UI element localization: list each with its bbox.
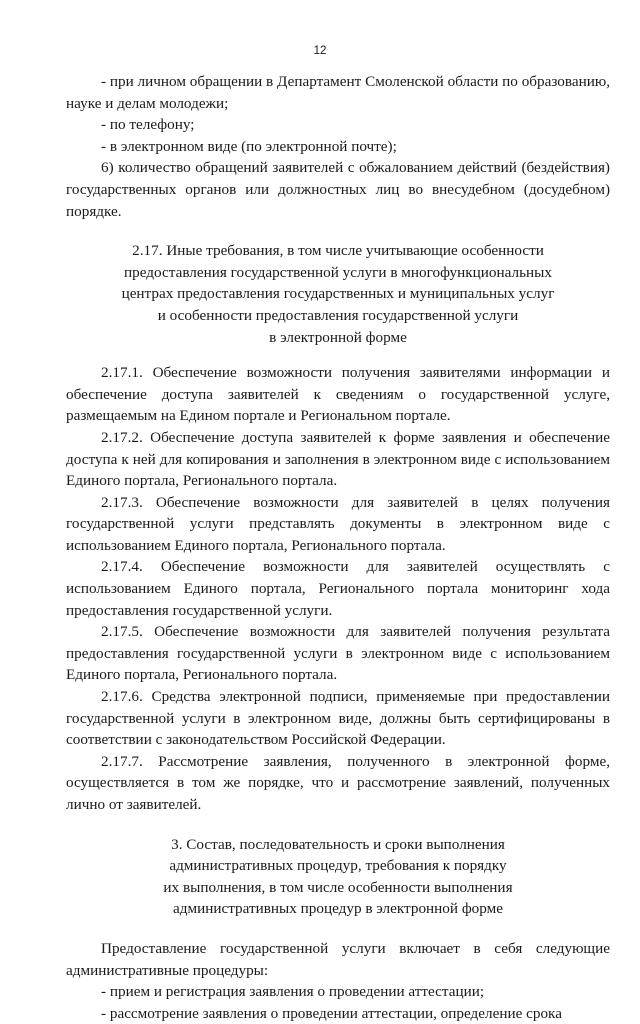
page-content	[66, 71, 610, 1024]
heading-line: их выполнения, в том числе особенности выполнения	[163, 878, 513, 896]
paragraph-2-17-5: 2.17.5. Обеспечение возможности для заявителей получения результата предоставления государственной услуги в электронном виде с использованием Единого портала, Регионального портала.	[66, 623, 610, 684]
heading-line: предоставления государственной услуги в многофункциональных	[124, 263, 552, 281]
paragraph-2-17-1: 2.17.1. Обеспечение возможности получения заявителями информации и обеспечение доступа заявителей к сведениям о государственной услуге, размещаемым на Едином портале и Региональном портале.	[66, 364, 610, 425]
paragraph-2-17-4: 2.17.4. Обеспечение возможности для заявителей осуществлять с использованием Единого портала, Регионального портала мониторинг хода предоставления государственной услуги.	[66, 558, 610, 619]
list-item: - в электронном виде (по электронной почте);	[101, 137, 397, 155]
heading-line: и особенности предоставления государственной услуги	[157, 306, 519, 324]
section-heading-2-17	[66, 240, 610, 348]
list-item: - при личном обращении в Департамент Смоленской области по образованию, науке и делам молодежи;	[66, 73, 610, 112]
paragraph-2-17-7: 2.17.7. Рассмотрение заявления, полученного в электронной форме, осуществляется в том же порядке, что и рассмотрение заявлений, полученных лично от заявителей.	[66, 752, 610, 813]
paragraph-intro: Предоставление государственной услуги включает в себя следующие административные процедуры:	[66, 939, 610, 979]
heading-line: административных процедур, требования к порядку	[169, 857, 507, 875]
heading-line: в электронной форме	[269, 328, 407, 346]
paragraph-2-17-2: 2.17.2. Обеспечение доступа заявителей к форме заявления и обеспечение доступа к ней для копирования и заполнения в электронном виде с использованием Единого портала, Регионального портала.	[66, 428, 610, 490]
paragraph-2-17-6: 2.17.6. Средства электронной подписи, применяемые при предоставлении государственной услуги в электронном виде, должны быть сертифицированы в соответствии с законодательством Российской Федерации.	[66, 688, 610, 749]
section-heading-3	[66, 834, 610, 920]
list-item: - прием и регистрация заявления о проведении аттестации;	[101, 983, 485, 1001]
heading-line: 2.17. Иные требования, в том числе учитывающие особенности	[132, 242, 544, 260]
list-item: - по телефону;	[101, 116, 195, 134]
heading-line: 3. Состав, последовательность и сроки выполнения	[171, 835, 505, 853]
paragraph-2-17-3: 2.17.3. Обеспечение возможности для заявителей в целях получения государственной услуги представлять документы в электронном виде с использованием Единого портала, Регионального портала.	[66, 493, 610, 554]
page-number: 12	[313, 45, 327, 57]
paragraph-item-6: 6) количество обращений заявителей с обжалованием действий (бездействия) государственных органов или должностных лиц во внесудебном (досудебном) порядке.	[66, 159, 610, 220]
list-item: - рассмотрение заявления о проведении аттестации, определение срока	[101, 1004, 562, 1022]
heading-line: административных процедур в электронной форме	[173, 900, 503, 918]
heading-line: центрах предоставления государственных и муниципальных услуг	[121, 285, 555, 303]
